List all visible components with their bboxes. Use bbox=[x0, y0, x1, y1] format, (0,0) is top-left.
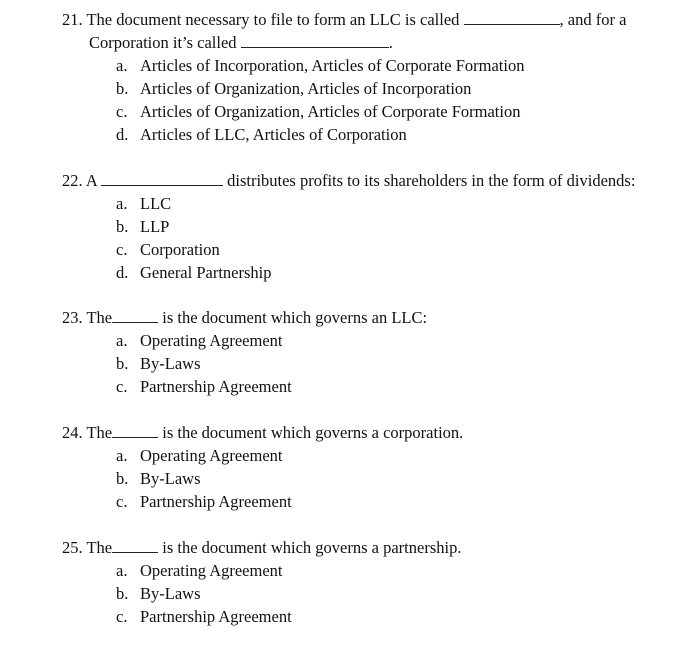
option-text: By-Laws bbox=[140, 469, 201, 488]
option-21-c bbox=[62, 100, 682, 123]
option-text: By-Laws bbox=[140, 584, 201, 603]
option-letter: b. bbox=[116, 217, 129, 236]
question-text: , and for a bbox=[559, 10, 627, 29]
question-text: The document necessary to file to form an LLC is called bbox=[86, 10, 460, 29]
question-21-stem bbox=[62, 8, 682, 31]
answer-blank bbox=[241, 32, 389, 48]
question-25 bbox=[62, 536, 682, 628]
option-25-b bbox=[62, 582, 682, 605]
question-21 bbox=[62, 8, 682, 146]
option-letter: a. bbox=[116, 194, 128, 213]
option-22-b bbox=[62, 215, 682, 238]
question-text: is the document which governs an LLC: bbox=[162, 308, 428, 327]
option-text: Operating Agreement bbox=[140, 446, 283, 465]
question-number: 23. bbox=[62, 308, 83, 327]
question-24-stem bbox=[62, 421, 682, 444]
option-letter: b. bbox=[116, 79, 129, 98]
question-text: The bbox=[86, 423, 113, 442]
option-21-b bbox=[62, 77, 682, 100]
question-text: is the document which governs a partnership. bbox=[162, 538, 462, 557]
option-25-a bbox=[62, 559, 682, 582]
option-text: Operating Agreement bbox=[140, 331, 283, 350]
question-number: 22. bbox=[62, 171, 83, 190]
option-23-b bbox=[62, 352, 682, 375]
option-22-a bbox=[62, 192, 682, 215]
answer-blank bbox=[112, 537, 158, 553]
option-text: LLC bbox=[140, 194, 172, 213]
question-text: Corporation it’s called bbox=[89, 33, 237, 52]
option-21-a bbox=[62, 54, 682, 77]
question-text: The bbox=[86, 538, 113, 557]
option-23-c bbox=[62, 375, 682, 398]
option-24-a bbox=[62, 444, 682, 467]
option-text: Articles of Incorporation, Articles of Corporate Formation bbox=[140, 56, 525, 75]
option-letter: c. bbox=[116, 377, 128, 396]
question-text: is the document which governs a corporation. bbox=[162, 423, 464, 442]
option-text: Corporation bbox=[140, 240, 220, 259]
option-letter: b. bbox=[116, 354, 129, 373]
option-text: Articles of Organization, Articles of Corporate Formation bbox=[140, 102, 521, 121]
answer-blank bbox=[464, 9, 560, 25]
question-text: distributes profits to its shareholders in the form of dividends: bbox=[227, 171, 636, 190]
option-22-c bbox=[62, 238, 682, 261]
question-21-stem-line2 bbox=[62, 31, 682, 54]
option-text: General Partnership bbox=[140, 263, 272, 282]
option-letter: c. bbox=[116, 240, 128, 259]
option-letter: b. bbox=[116, 469, 129, 488]
option-letter: a. bbox=[116, 331, 128, 350]
question-23-stem bbox=[62, 306, 682, 329]
option-24-c bbox=[62, 490, 682, 513]
option-letter: d. bbox=[116, 125, 129, 144]
answer-blank bbox=[112, 307, 158, 323]
option-text: Articles of LLC, Articles of Corporation bbox=[140, 125, 407, 144]
option-letter: a. bbox=[116, 561, 128, 580]
option-24-b bbox=[62, 467, 682, 490]
option-text: Operating Agreement bbox=[140, 561, 283, 580]
option-letter: b. bbox=[116, 584, 129, 603]
question-22-stem bbox=[62, 169, 682, 192]
question-22 bbox=[62, 169, 682, 284]
option-text: Articles of Organization, Articles of Incorporation bbox=[140, 79, 472, 98]
option-text: Partnership Agreement bbox=[140, 492, 292, 511]
question-number: 24. bbox=[62, 423, 83, 442]
option-21-d bbox=[62, 123, 682, 146]
question-text: . bbox=[388, 33, 393, 52]
question-25-stem bbox=[62, 536, 682, 559]
option-text: LLP bbox=[140, 217, 170, 236]
option-text: By-Laws bbox=[140, 354, 201, 373]
question-23 bbox=[62, 306, 682, 398]
option-letter: c. bbox=[116, 607, 128, 626]
question-24 bbox=[62, 421, 682, 513]
answer-blank bbox=[101, 170, 223, 186]
question-text: A bbox=[85, 171, 97, 190]
question-text: The bbox=[86, 308, 113, 327]
option-letter: d. bbox=[116, 263, 129, 282]
option-letter: a. bbox=[116, 56, 128, 75]
option-text: Partnership Agreement bbox=[140, 607, 292, 626]
question-number: 21. bbox=[62, 10, 83, 29]
answer-blank bbox=[112, 422, 158, 438]
option-25-c bbox=[62, 605, 682, 628]
option-letter: c. bbox=[116, 102, 128, 121]
option-23-a bbox=[62, 329, 682, 352]
question-number: 25. bbox=[62, 538, 83, 557]
option-22-d bbox=[62, 261, 682, 284]
option-letter: a. bbox=[116, 446, 128, 465]
option-letter: c. bbox=[116, 492, 128, 511]
option-text: Partnership Agreement bbox=[140, 377, 292, 396]
